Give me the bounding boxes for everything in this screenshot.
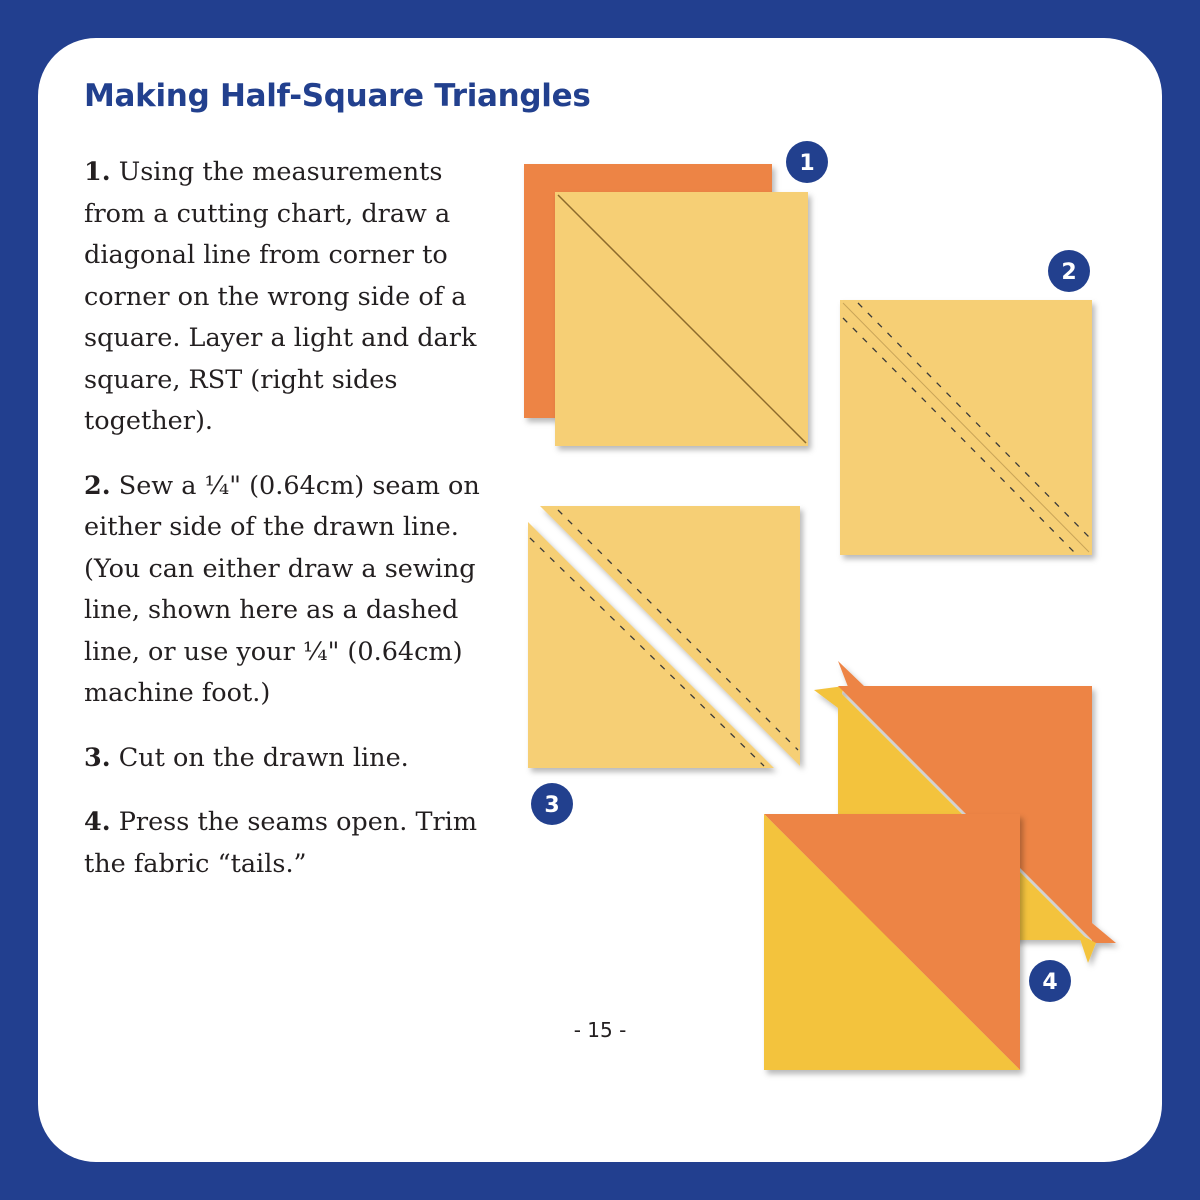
badge-1 <box>786 141 828 183</box>
dog-ear-dark-bottom <box>1092 923 1116 943</box>
instruction-page <box>38 38 1162 1162</box>
step-1-text: Using the measurements from a cutting chart, draw a diagonal line from corner to corner on the wrong side of a square. Layer a light and dark square, RST (right sides together). <box>84 157 477 436</box>
badge-2-label: 2 <box>1061 260 1077 285</box>
badge-3 <box>531 783 573 825</box>
step-4-number: 4. <box>84 807 111 837</box>
badge-4-label: 4 <box>1042 970 1058 995</box>
step-4-illustration <box>764 661 1116 1070</box>
step-1-illustration <box>524 164 808 446</box>
badge-3-label: 3 <box>544 793 560 818</box>
page-number: - 15 - <box>573 1018 627 1042</box>
step-3-text: Cut on the drawn line. <box>110 742 409 773</box>
step-1-number: 1. <box>84 157 111 187</box>
step-2-number: 2. <box>84 470 111 501</box>
step-2-text: Sew a ¼" (0.64cm) seam on either side of the drawn line. (You can either draw a sewing line, shown here as a dashed line, or use your ¼" (0.64cm) machine foot.) <box>84 470 480 708</box>
step-4-text: Press the seams open. Trim the fabric “tails.” <box>84 807 478 879</box>
page-title: Making Half-Square Triangles <box>84 78 591 114</box>
step-3-illustration <box>528 506 800 768</box>
badge-4 <box>1029 960 1071 1002</box>
step-3-number: 3. <box>84 742 111 773</box>
step-2-illustration <box>840 300 1092 555</box>
badge-1-label: 1 <box>799 151 815 176</box>
badge-2 <box>1048 250 1090 292</box>
illustrations <box>38 38 1162 1162</box>
